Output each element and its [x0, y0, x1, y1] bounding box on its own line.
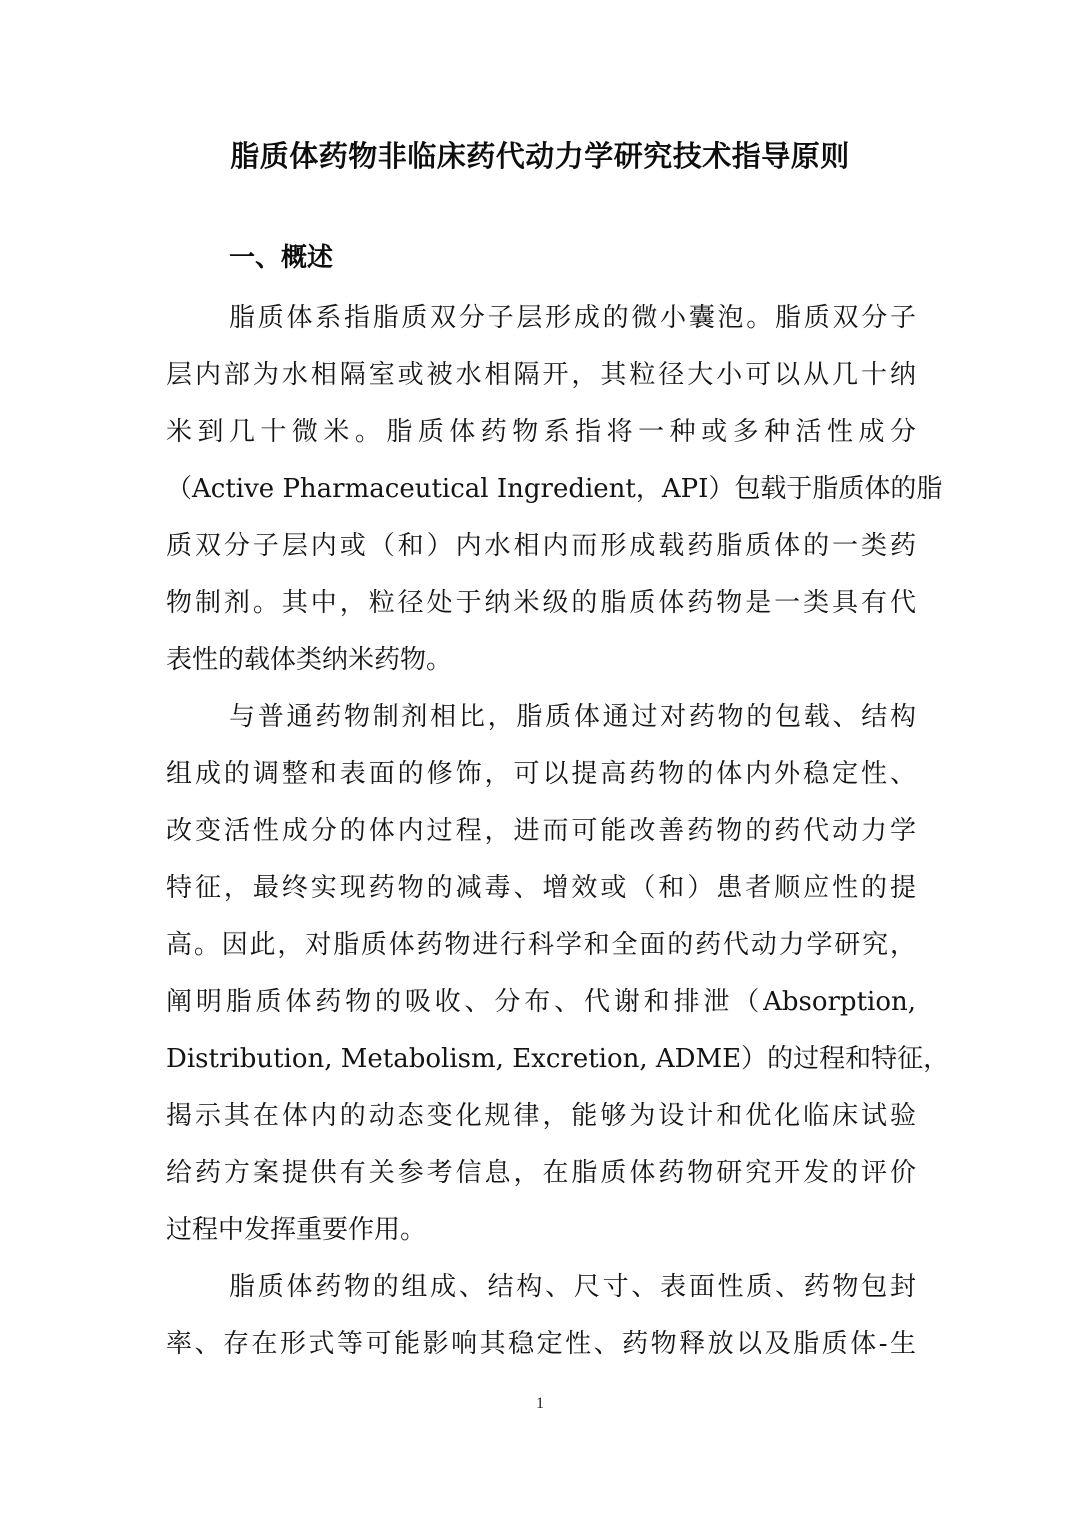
paragraph-1-line-6: 物制剂。其中，粒径处于纳米级的脂质体药物是一类具有代	[166, 588, 916, 618]
paragraph-2-line-3: 改变活性成分的体内过程，进而可能改善药物的药代动力学	[166, 816, 916, 846]
paragraph-1-line-3: 米到几十微米。脂质体药物系指将一种或多种活性成分	[166, 417, 916, 447]
paragraph-2-line-1: 与普通药物制剂相比，脂质体通过对药物的包载、结构	[229, 702, 916, 732]
paragraph-1-line-4: （Active Pharmaceutical Ingredient，API）包载于脂质体的脂	[166, 474, 943, 504]
paragraph-2-line-4: 特征，最终实现药物的减毒、增效或（和）患者顺应性的提	[166, 873, 916, 903]
paragraph-2-line-6: 阐明脂质体药物的吸收、分布、代谢和排泄（Absorption,	[166, 987, 916, 1017]
paragraph-2-line-5: 高。因此，对脂质体药物进行科学和全面的药代动力学研究，	[166, 930, 916, 960]
paragraph-1-line-5: 质双分子层内或（和）内水相内而形成载药脂质体的一类药	[166, 531, 916, 561]
paragraph-1-line-7: 表性的载体类纳米药物。	[166, 645, 453, 675]
paragraph-3-line-1: 脂质体药物的组成、结构、尺寸、表面性质、药物包封	[229, 1272, 916, 1302]
section-heading: 一、概述	[229, 243, 334, 273]
paragraph-2-line-7: Distribution, Metabolism, Excretion, ADME）的过程和特征，	[166, 1044, 950, 1074]
paragraph-3-line-2: 率、存在形式等可能影响其稳定性、药物释放以及脂质体-生	[166, 1329, 916, 1359]
paragraph-2-line-2: 组成的调整和表面的修饰，可以提高药物的体内外稳定性、	[166, 759, 916, 789]
paragraph-1-line-2: 层内部为水相隔室或被水相隔开，其粒径大小可以从几十纳	[166, 360, 916, 390]
paragraph-1-line-1: 脂质体系指脂质双分子层形成的微小囊泡。脂质双分子	[229, 303, 916, 333]
paragraph-2-line-8: 揭示其在体内的动态变化规律，能够为设计和优化临床试验	[166, 1101, 916, 1131]
page-number: 1	[536, 1395, 544, 1412]
paragraph-2-line-9: 给药方案提供有关参考信息，在脂质体药物研究开发的评价	[166, 1158, 916, 1188]
paragraph-2-line-10: 过程中发挥重要作用。	[166, 1215, 427, 1245]
document-title: 脂质体药物非临床药代动力学研究技术指导原则	[230, 139, 850, 173]
